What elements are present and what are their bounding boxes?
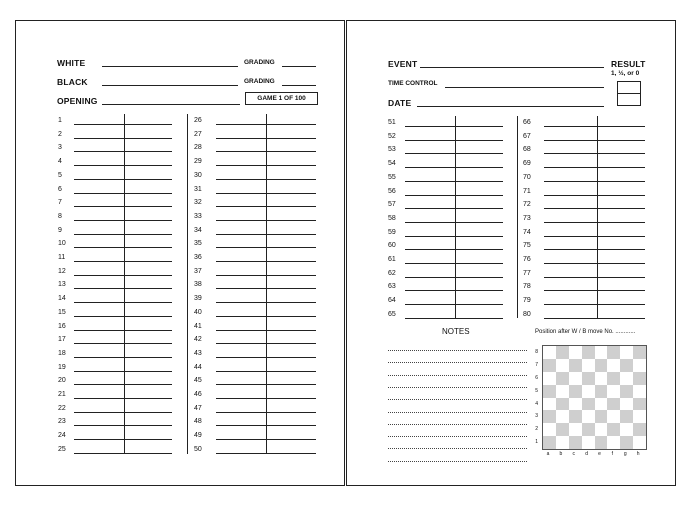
file-label: g bbox=[623, 451, 627, 457]
black-name-field[interactable] bbox=[102, 85, 238, 86]
move-entry-line[interactable] bbox=[405, 249, 503, 250]
board-square bbox=[595, 346, 608, 359]
black-label: BLACK bbox=[57, 77, 88, 87]
column-divider bbox=[266, 114, 267, 454]
move-number: 19 bbox=[58, 363, 66, 371]
notes-line[interactable] bbox=[388, 387, 527, 388]
move-number: 47 bbox=[194, 404, 202, 412]
board-square bbox=[620, 436, 633, 449]
time-control-label: TIME CONTROL bbox=[388, 80, 438, 87]
move-number: 39 bbox=[194, 295, 202, 303]
move-number: 48 bbox=[194, 418, 202, 426]
move-entry-line[interactable] bbox=[544, 167, 645, 168]
board-square bbox=[595, 436, 608, 449]
move-number: 8 bbox=[58, 212, 62, 220]
file-label: d bbox=[585, 451, 589, 457]
opening-field[interactable] bbox=[102, 104, 240, 105]
board-square bbox=[582, 385, 595, 398]
board-square bbox=[607, 423, 620, 436]
board-square bbox=[556, 372, 569, 385]
move-entry-line[interactable] bbox=[544, 153, 645, 154]
board-square bbox=[607, 346, 620, 359]
move-entry-line[interactable] bbox=[74, 384, 172, 385]
board-square bbox=[595, 410, 608, 423]
black-grading-field[interactable] bbox=[282, 85, 316, 86]
move-number: 77 bbox=[523, 269, 531, 277]
move-entry-line[interactable] bbox=[405, 195, 503, 196]
move-number: 66 bbox=[523, 119, 531, 126]
rank-label: 5 bbox=[535, 387, 538, 394]
move-entry-line[interactable] bbox=[74, 247, 172, 248]
move-number: 27 bbox=[194, 130, 202, 138]
result-label: RESULT bbox=[611, 59, 646, 69]
move-number: 76 bbox=[523, 256, 531, 263]
move-number: 6 bbox=[58, 185, 62, 193]
board-square bbox=[633, 410, 646, 423]
move-number: 32 bbox=[194, 199, 202, 207]
move-entry-line[interactable] bbox=[74, 453, 172, 454]
move-number: 69 bbox=[523, 160, 531, 168]
board-square bbox=[607, 359, 620, 372]
move-entry-line[interactable] bbox=[544, 304, 645, 305]
move-number: 49 bbox=[194, 432, 202, 440]
move-number: 63 bbox=[388, 283, 396, 291]
move-number: 70 bbox=[523, 173, 531, 181]
rank-label: 8 bbox=[535, 349, 538, 355]
board-square bbox=[556, 410, 569, 423]
board-square bbox=[595, 385, 608, 398]
move-number: 28 bbox=[194, 144, 202, 152]
board-square bbox=[595, 423, 608, 436]
move-number: 54 bbox=[388, 160, 396, 168]
move-entry-line[interactable] bbox=[405, 167, 503, 168]
board-square bbox=[633, 436, 646, 449]
move-entry-line[interactable] bbox=[405, 126, 503, 127]
move-entry-line[interactable] bbox=[405, 208, 503, 209]
move-number: 78 bbox=[523, 283, 531, 291]
move-number: 80 bbox=[523, 310, 531, 318]
move-number: 23 bbox=[58, 418, 66, 426]
result-box[interactable] bbox=[617, 81, 641, 106]
move-entry-line[interactable] bbox=[544, 195, 645, 196]
move-entry-line[interactable] bbox=[405, 318, 503, 319]
move-number: 51 bbox=[388, 119, 396, 126]
move-entry-line[interactable] bbox=[544, 208, 645, 209]
chess-board-diagram bbox=[542, 345, 647, 450]
file-label: a bbox=[546, 451, 550, 457]
move-entry-line[interactable] bbox=[544, 277, 645, 278]
move-number: 31 bbox=[194, 185, 202, 193]
opening-label: OPENING bbox=[57, 96, 98, 106]
move-entry-line[interactable] bbox=[405, 290, 503, 291]
file-label: f bbox=[611, 451, 614, 457]
move-number: 53 bbox=[388, 146, 396, 154]
rank-label: 2 bbox=[535, 426, 538, 433]
move-entry-line[interactable] bbox=[405, 304, 503, 305]
board-square bbox=[556, 398, 569, 411]
notes-line[interactable] bbox=[388, 424, 527, 425]
move-entry-line[interactable] bbox=[74, 316, 172, 317]
move-entry-line[interactable] bbox=[544, 290, 645, 291]
move-entry-line[interactable] bbox=[544, 126, 645, 127]
move-number: 46 bbox=[194, 391, 202, 398]
column-divider bbox=[455, 116, 456, 319]
move-number: 74 bbox=[523, 228, 531, 236]
move-entry-line[interactable] bbox=[544, 140, 645, 141]
move-number: 45 bbox=[194, 377, 202, 385]
move-number: 2 bbox=[58, 130, 62, 138]
move-number: 5 bbox=[58, 171, 62, 179]
move-entry-line[interactable] bbox=[544, 249, 645, 250]
move-entry-line[interactable] bbox=[74, 193, 172, 194]
file-label: e bbox=[598, 451, 601, 457]
board-square bbox=[543, 372, 556, 385]
black-grading-label: GRADING bbox=[244, 78, 275, 85]
move-number: 62 bbox=[388, 269, 396, 277]
board-square bbox=[607, 410, 620, 423]
move-number: 64 bbox=[388, 297, 396, 305]
board-square bbox=[582, 410, 595, 423]
notes-label: NOTES bbox=[442, 327, 470, 336]
move-entry-line[interactable] bbox=[544, 222, 645, 223]
board-square bbox=[569, 346, 582, 359]
notes-line[interactable] bbox=[388, 375, 527, 376]
move-number: 61 bbox=[388, 256, 396, 263]
time-control-field[interactable] bbox=[445, 87, 604, 88]
move-entry-line[interactable] bbox=[544, 263, 645, 264]
board-square bbox=[569, 372, 582, 385]
notes-line[interactable] bbox=[388, 436, 527, 437]
move-entry-line[interactable] bbox=[74, 439, 172, 440]
scoresheet-page-left bbox=[15, 20, 345, 486]
move-number: 72 bbox=[523, 201, 531, 209]
board-square bbox=[620, 346, 633, 359]
move-number: 15 bbox=[58, 308, 66, 316]
move-entry-line[interactable] bbox=[74, 165, 172, 166]
move-entry-line[interactable] bbox=[74, 151, 172, 152]
board-square bbox=[556, 385, 569, 398]
move-entry-line[interactable] bbox=[74, 179, 172, 180]
move-number: 79 bbox=[523, 297, 531, 305]
file-label: h bbox=[636, 451, 640, 457]
event-field[interactable] bbox=[420, 67, 604, 68]
date-label: DATE bbox=[388, 98, 412, 108]
board-square bbox=[556, 359, 569, 372]
board-square bbox=[620, 423, 633, 436]
rank-label: 6 bbox=[535, 374, 538, 381]
move-number: 29 bbox=[194, 158, 202, 166]
board-square bbox=[595, 398, 608, 411]
move-number: 44 bbox=[194, 363, 202, 371]
board-square bbox=[633, 359, 646, 372]
board-square bbox=[543, 423, 556, 436]
date-field[interactable] bbox=[417, 106, 604, 107]
rank-label: 7 bbox=[535, 361, 538, 368]
board-square bbox=[620, 372, 633, 385]
board-square bbox=[556, 346, 569, 359]
board-square bbox=[582, 436, 595, 449]
move-number: 42 bbox=[194, 336, 202, 344]
move-number: 4 bbox=[58, 158, 62, 166]
board-square bbox=[620, 359, 633, 372]
move-entry-line[interactable] bbox=[74, 288, 172, 289]
board-square bbox=[633, 398, 646, 411]
move-number: 10 bbox=[58, 240, 66, 248]
board-square bbox=[543, 359, 556, 372]
game-number-box: GAME 1 OF 100 bbox=[245, 92, 318, 105]
page-center-divider bbox=[517, 116, 518, 318]
page-center-divider bbox=[187, 114, 188, 454]
move-entry-line[interactable] bbox=[544, 318, 645, 319]
move-number: 7 bbox=[58, 199, 62, 207]
move-number: 68 bbox=[523, 146, 531, 154]
move-number: 67 bbox=[523, 132, 531, 140]
move-number: 40 bbox=[194, 308, 202, 316]
board-square bbox=[620, 410, 633, 423]
move-number: 12 bbox=[58, 267, 66, 275]
move-number: 25 bbox=[58, 445, 66, 453]
move-number: 57 bbox=[388, 201, 396, 209]
move-entry-line[interactable] bbox=[405, 236, 503, 237]
move-number: 21 bbox=[58, 391, 66, 398]
notes-line[interactable] bbox=[388, 399, 527, 400]
move-number: 38 bbox=[194, 281, 202, 289]
move-number: 20 bbox=[58, 377, 66, 385]
move-number: 71 bbox=[523, 187, 531, 195]
board-square bbox=[582, 346, 595, 359]
move-entry-line[interactable] bbox=[544, 236, 645, 237]
move-entry-line[interactable] bbox=[74, 275, 172, 276]
move-entry-line[interactable] bbox=[544, 181, 645, 182]
white-name-field[interactable] bbox=[102, 66, 238, 67]
board-square bbox=[543, 385, 556, 398]
board-square bbox=[543, 398, 556, 411]
move-entry-line[interactable] bbox=[405, 222, 503, 223]
notes-line[interactable] bbox=[388, 448, 527, 449]
move-entry-line[interactable] bbox=[74, 343, 172, 344]
move-entry-line[interactable] bbox=[405, 181, 503, 182]
move-entry-line[interactable] bbox=[74, 398, 172, 399]
move-entry-line[interactable] bbox=[74, 371, 172, 372]
board-square bbox=[633, 372, 646, 385]
board-square bbox=[582, 423, 595, 436]
scoresheet-page-right bbox=[346, 20, 676, 486]
move-number: 3 bbox=[58, 144, 62, 152]
move-entry-line[interactable] bbox=[74, 412, 172, 413]
move-number: 34 bbox=[194, 226, 202, 234]
move-entry-line[interactable] bbox=[74, 220, 172, 221]
board-square bbox=[543, 436, 556, 449]
move-entry-line[interactable] bbox=[74, 261, 172, 262]
white-grading-label: GRADING bbox=[244, 59, 275, 66]
move-entry-line[interactable] bbox=[74, 302, 172, 303]
move-number: 58 bbox=[388, 214, 396, 222]
board-square bbox=[569, 385, 582, 398]
board-square bbox=[556, 436, 569, 449]
file-label: b bbox=[559, 451, 563, 457]
board-square bbox=[595, 372, 608, 385]
move-entry-line[interactable] bbox=[405, 263, 503, 264]
board-square bbox=[569, 423, 582, 436]
move-number: 17 bbox=[58, 336, 66, 344]
notes-line[interactable] bbox=[388, 412, 527, 413]
move-entry-line[interactable] bbox=[74, 234, 172, 235]
column-divider bbox=[597, 116, 598, 319]
move-number: 13 bbox=[58, 281, 66, 289]
move-number: 30 bbox=[194, 171, 202, 179]
move-number: 56 bbox=[388, 187, 396, 195]
position-label: Position after W / B move No. ............ bbox=[535, 329, 636, 335]
move-number: 50 bbox=[194, 445, 202, 453]
column-divider bbox=[124, 114, 125, 454]
board-square bbox=[569, 410, 582, 423]
board-square bbox=[556, 423, 569, 436]
board-square bbox=[620, 398, 633, 411]
move-number: 1 bbox=[58, 117, 62, 124]
board-square bbox=[582, 398, 595, 411]
white-grading-field[interactable] bbox=[282, 66, 316, 67]
move-entry-line[interactable] bbox=[74, 330, 172, 331]
move-entry-line[interactable] bbox=[74, 206, 172, 207]
move-entry-line[interactable] bbox=[405, 153, 503, 154]
notes-line[interactable] bbox=[388, 362, 527, 363]
board-square bbox=[607, 398, 620, 411]
move-number: 11 bbox=[58, 254, 66, 261]
board-square bbox=[543, 346, 556, 359]
move-entry-line[interactable] bbox=[74, 124, 172, 125]
rank-label: 1 bbox=[535, 439, 538, 446]
board-square bbox=[607, 372, 620, 385]
board-square bbox=[607, 385, 620, 398]
board-square bbox=[543, 410, 556, 423]
white-label: WHITE bbox=[57, 58, 86, 68]
move-entry-line[interactable] bbox=[405, 140, 503, 141]
notes-line[interactable] bbox=[388, 350, 527, 351]
move-number: 52 bbox=[388, 132, 396, 140]
move-number: 24 bbox=[58, 432, 66, 440]
move-number: 9 bbox=[58, 226, 62, 234]
move-number: 75 bbox=[523, 242, 531, 250]
board-square bbox=[582, 359, 595, 372]
event-label: EVENT bbox=[388, 59, 418, 69]
board-square bbox=[633, 385, 646, 398]
move-number: 26 bbox=[194, 117, 202, 124]
board-square bbox=[633, 423, 646, 436]
move-number: 16 bbox=[58, 322, 66, 330]
move-entry-line[interactable] bbox=[405, 277, 503, 278]
move-number: 73 bbox=[523, 214, 531, 222]
board-square bbox=[569, 398, 582, 411]
rank-label: 3 bbox=[535, 413, 538, 420]
move-number: 18 bbox=[58, 349, 66, 357]
move-number: 37 bbox=[194, 267, 202, 275]
move-number: 60 bbox=[388, 242, 396, 250]
board-square bbox=[569, 359, 582, 372]
board-square bbox=[607, 436, 620, 449]
move-entry-line[interactable] bbox=[74, 357, 172, 358]
move-number: 22 bbox=[58, 404, 66, 412]
board-square bbox=[620, 385, 633, 398]
move-number: 55 bbox=[388, 173, 396, 181]
file-label: c bbox=[572, 451, 575, 457]
move-entry-line[interactable] bbox=[74, 138, 172, 139]
notes-line[interactable] bbox=[388, 461, 527, 462]
move-number: 41 bbox=[194, 322, 202, 330]
rank-label: 4 bbox=[535, 400, 538, 407]
board-square bbox=[595, 359, 608, 372]
move-entry-line[interactable] bbox=[74, 425, 172, 426]
board-square bbox=[569, 436, 582, 449]
move-number: 43 bbox=[194, 349, 202, 357]
result-values: 1, ½, or 0 bbox=[611, 70, 640, 77]
board-square bbox=[633, 346, 646, 359]
move-number: 59 bbox=[388, 228, 396, 236]
move-number: 35 bbox=[194, 240, 202, 248]
move-number: 14 bbox=[58, 295, 66, 303]
move-number: 33 bbox=[194, 212, 202, 220]
move-number: 65 bbox=[388, 310, 396, 318]
board-square bbox=[582, 372, 595, 385]
move-number: 36 bbox=[194, 254, 202, 261]
